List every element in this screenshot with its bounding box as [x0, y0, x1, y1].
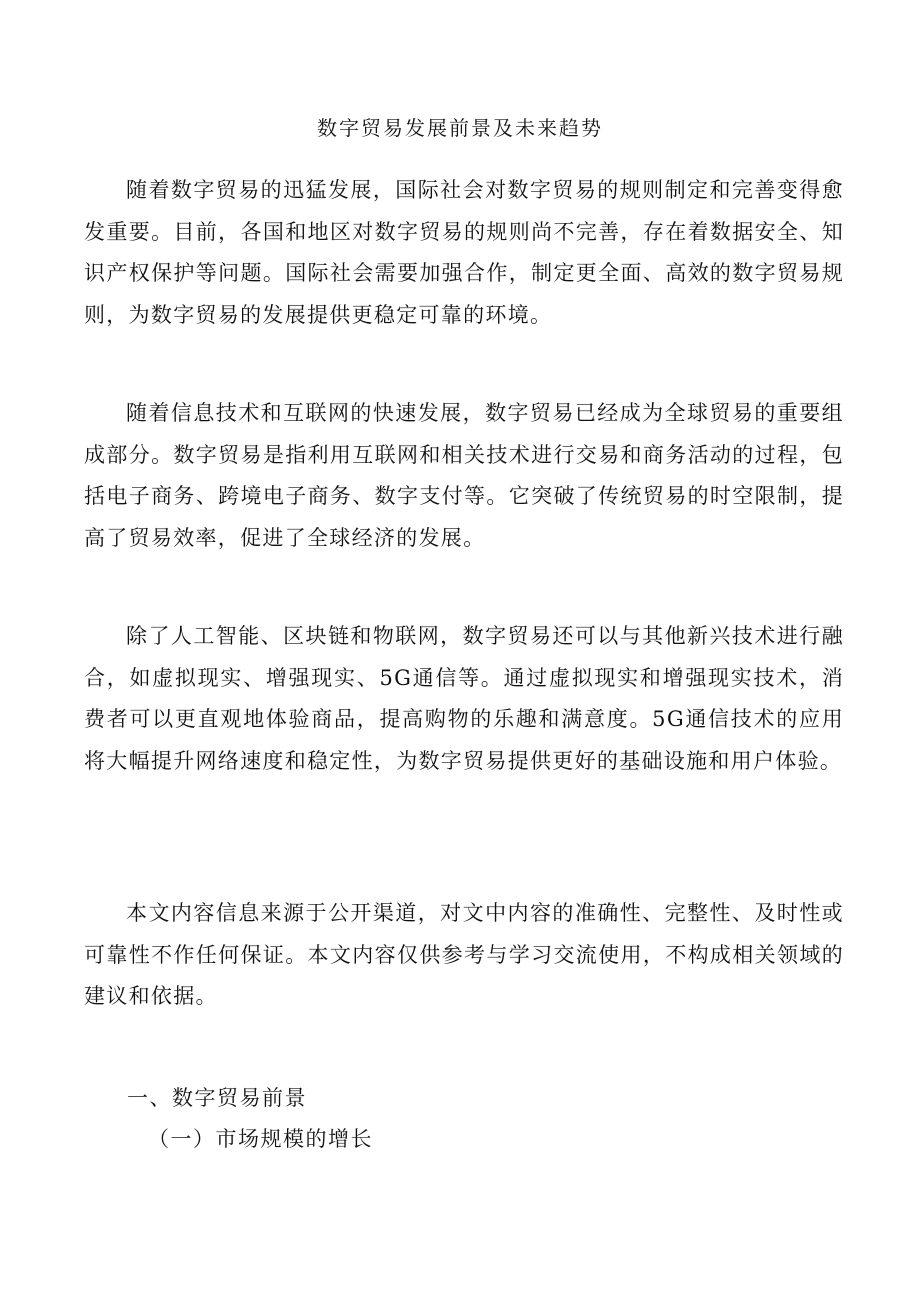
paragraph-digital-trade-rules: 随着数字贸易的迅猛发展，国际社会对数字贸易的规则制定和完善变得愈发重要。目前，各国和地区对数字贸易的规则尚不完善，存在着数据安全、知识产权保护等问题。国际社会需要加强合作，制定更全面、高效的数字贸易规则，为数字贸易的发展提供更稳定可靠的环境。 — [84, 178, 844, 327]
subsection-heading: （一）市场规模的增长 — [148, 1127, 373, 1151]
paragraph-emerging-technologies: 除了人工智能、区块链和物联网，数字贸易还可以与其他新兴技术进行融合，如虚拟现实、增强现实、5G通信等。通过虚拟现实和增强现实技术，消费者可以更直观地体验商品，提高购物的乐趣和满意度。5G通信技术的应用将大幅提升网络速度和稳定性，为数字贸易提供更好的基础设施和用户体验。 — [84, 624, 844, 773]
document-title: 数字贸易发展前景及未来趋势 — [317, 116, 603, 140]
paragraph-disclaimer: 本文内容信息来源于公开渠道，对文中内容的准确性、完整性、及时性或可靠性不作任何保证。本文内容仅供参考与学习交流使用，不构成相关领域的建议和依据。 — [84, 901, 844, 1008]
section-heading: 一、数字贸易前景 — [127, 1086, 307, 1110]
paragraph-digital-trade-definition: 随着信息技术和互联网的快速发展，数字贸易已经成为全球贸易的重要组成部分。数字贸易是指利用互联网和相关技术进行交易和商务活动的过程，包括电子商务、跨境电子商务、数字支付等。它突破了传统贸易的时空限制，提高了贸易效率，促进了全球经济的发展。 — [84, 401, 844, 550]
